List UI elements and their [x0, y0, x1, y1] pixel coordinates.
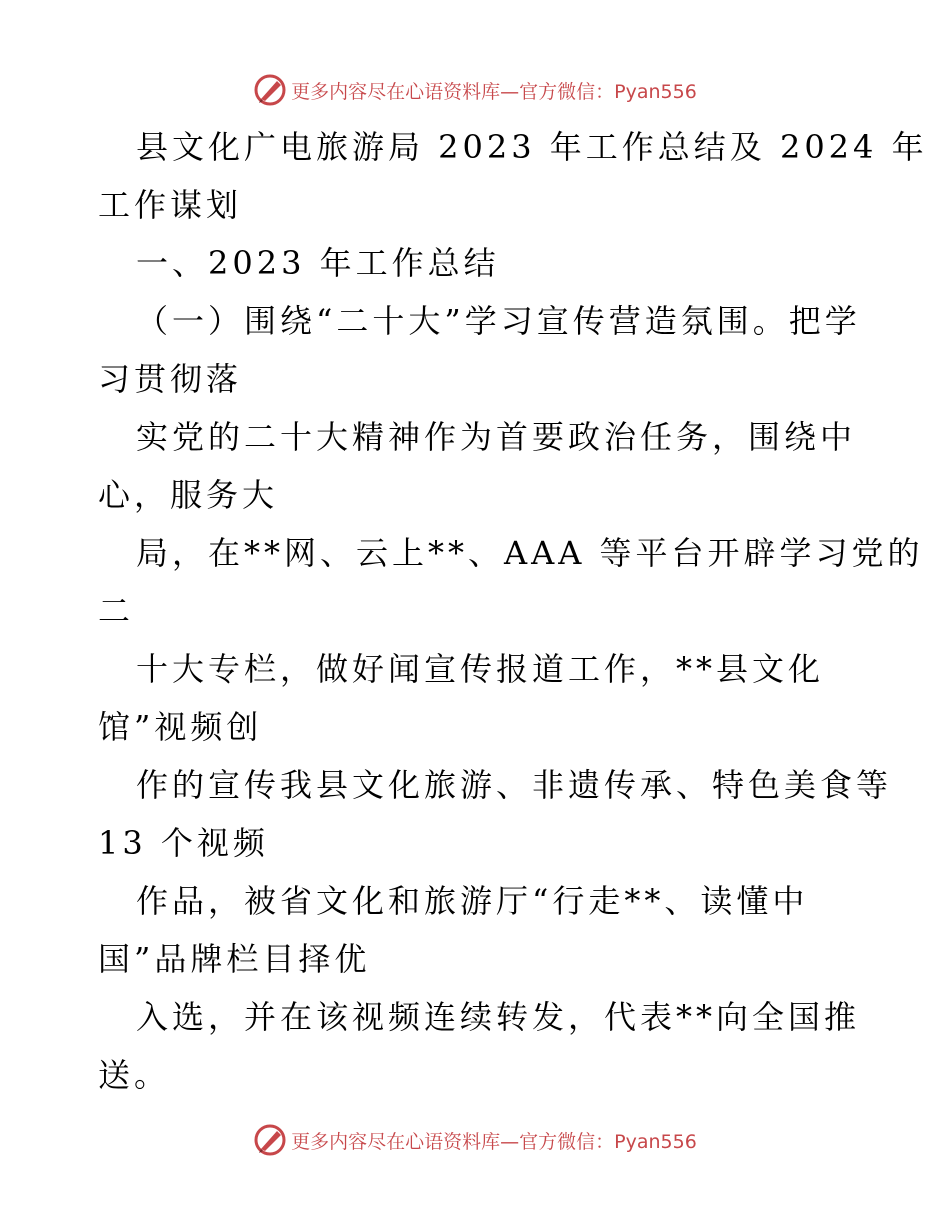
text-line: 送。	[98, 1056, 171, 1094]
watermark-text: 更多内容尽在心语资料库—官方微信：Pyan556	[291, 1130, 697, 1153]
text-line: 实党的二十大精神作为首要政治任务，围绕中	[136, 418, 857, 456]
document-body	[98, 118, 928, 1104]
text-line: 心，服务大	[98, 476, 279, 514]
text-line: 作的宣传我县文化旅游、非遗传承、特色美食等	[136, 766, 893, 804]
header-watermark	[0, 70, 950, 110]
text-line: 十大专栏，做好闻宣传报道工作，**县文化	[136, 650, 825, 688]
text-line: 馆”视频创	[98, 708, 263, 746]
footer-watermark	[0, 1120, 950, 1160]
text-line: 局，在**网、云上**、AAA 等平台开辟学习党的	[136, 534, 924, 572]
pen-logo-icon	[253, 73, 287, 107]
text-line: （一）围绕“二十大”学习宣传营造氛围。把学	[136, 302, 861, 340]
section-heading: 一、2023 年工作总结	[136, 244, 500, 282]
text-line: 县文化广电旅游局 2023 年工作总结及 2024 年	[136, 128, 928, 166]
text-line: 入选，并在该视频连续转发，代表**向全国推	[136, 998, 861, 1036]
text-line: 作品，被省文化和旅游厅“行走**、读懂中	[136, 882, 809, 920]
text-line: 工作谋划	[98, 186, 243, 224]
text-line: 习贯彻落	[98, 360, 243, 398]
text-line: 二	[98, 592, 135, 630]
text-line: 13 个视频	[98, 824, 269, 862]
watermark-text: 更多内容尽在心语资料库—官方微信：Pyan556	[291, 80, 697, 103]
pen-logo-icon	[253, 1123, 287, 1157]
text-line: 国”品牌栏目择优	[98, 940, 371, 978]
